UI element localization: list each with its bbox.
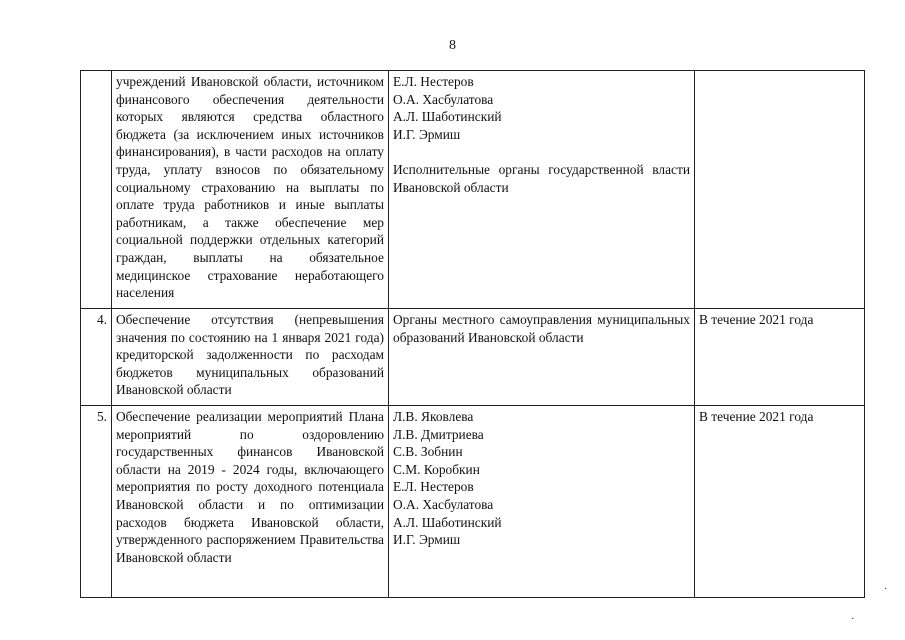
row-number: 5. [81, 406, 112, 598]
responsible-organization: Исполнительные органы государственной власти Ивановской области [393, 161, 690, 195]
responsible-person: С.М. Коробкин [393, 461, 480, 477]
responsible-person: А.Л. Шаботинский [393, 514, 502, 530]
responsible-person: Е.Л. Нестеров [393, 74, 474, 89]
measures-table [80, 70, 865, 598]
term-cell [695, 71, 865, 309]
responsible-person: И.Г. Эрмиш [393, 532, 461, 548]
page-number: 8 [449, 38, 456, 53]
responsible-person: Л.В. Яковлева [393, 409, 474, 424]
responsible-person: А.Л. Шаботинский [393, 109, 502, 125]
table-row-4 [81, 309, 865, 406]
table-row-5 [81, 406, 865, 598]
responsible-person: С.В. Зобнин [393, 444, 463, 460]
responsible-cell [389, 71, 695, 309]
table-row-continuation [81, 71, 865, 309]
term-cell: В течение 2021 года [695, 309, 865, 406]
task-cell: Обеспечение отсутствия (непревышения значения по состоянию на 1 января 2021 года) кредиторской задолженности по расходам бюджетов муниципальных образований Ивановской области [112, 309, 389, 406]
term-cell: В течение 2021 года [695, 406, 865, 598]
responsible-cell [389, 406, 695, 598]
scan-speck: · [851, 614, 855, 625]
scan-speck: · [884, 584, 888, 595]
responsible-person: О.А. Хасбулатова [393, 496, 494, 512]
responsible-person: И.Г. Эрмиш [393, 126, 461, 142]
task-cell: учреждений Ивановской области, источником финансового обеспечения деятельности которых являются средства областного бюджета (за исключением иных источников финансирования), в части расходов на оплату труда, уплату взносов по обязательному социальному страхованию на выплаты по оплате труда работников и иные выплаты работникам, а также обеспечение мер социальной поддержки отдельных категорий граждан, выплаты на обязательное медицинское страхование неработающего населения [112, 71, 389, 309]
row-number: 4. [81, 309, 112, 406]
task-cell: Обеспечение реализации мероприятий Плана мероприятий по оздоровлению государственных финансов Ивановской области на 2019 - 2024 годы, включающего мероприятия по росту доходного потенциала Ивановской области и по оптимизации расходов бюджета Ивановской области, утвержденного распоряжением Правительства Ивановской области [112, 406, 389, 598]
responsible-person: О.А. Хасбулатова [393, 91, 494, 107]
responsible-person: Е.Л. Нестеров [393, 479, 474, 495]
row-number [81, 71, 112, 309]
responsible-person: Л.В. Дмитриева [393, 426, 484, 442]
responsible-organization: Органы местного самоуправления муниципальных образований Ивановской области [389, 309, 695, 406]
